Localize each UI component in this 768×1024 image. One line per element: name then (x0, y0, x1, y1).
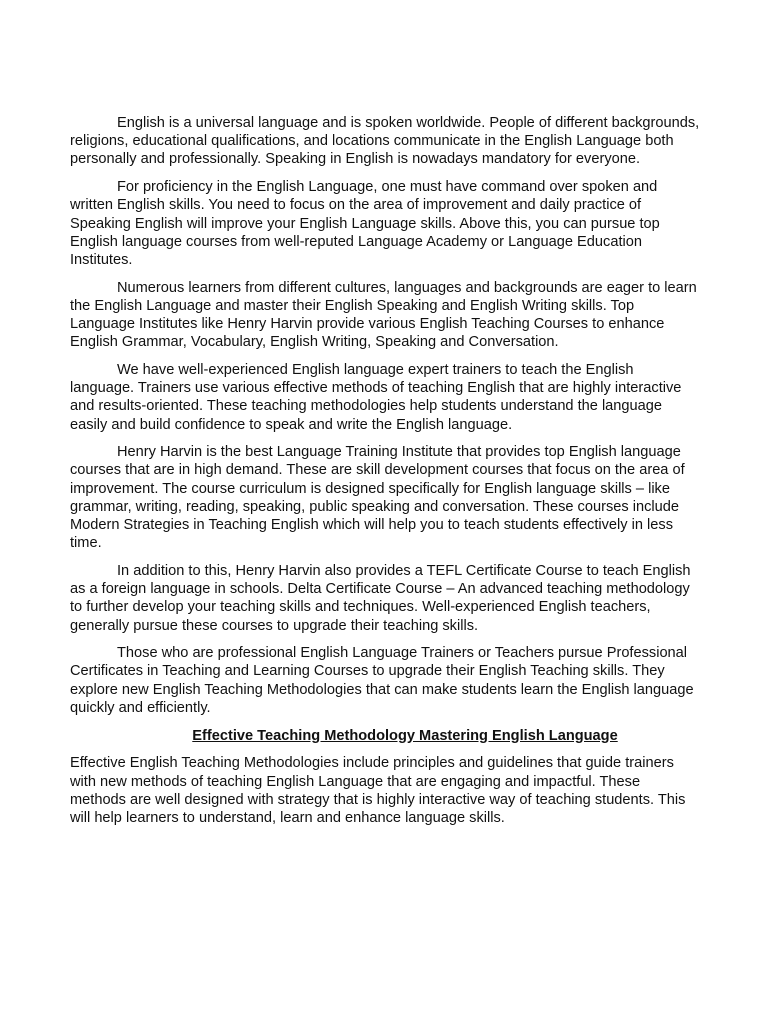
paragraph-6: In addition to this, Henry Harvin also provides a TEFL Certificate Course to teach English as a foreign language in schools. Delta Certificate Course – An advanced teaching methodology to further develop your teaching skills and techniques. Well-experienced English teachers, generally pursue these courses to upgrade their teaching skills. (70, 562, 691, 634)
closing-paragraph: Effective English Teaching Methodologies include principles and guidelines that guide trainers with new methods of teaching English Language that are engaging and impactful. These methods are well designed with strategy that is highly interactive way of teaching students. This will help learners to understand, learn and enhance language skills. (70, 755, 686, 826)
paragraph-7: Those who are professional English Language Trainers or Teachers pursue Professional Certificates in Teaching and Learning Courses to upgrade their English Teaching skills. They explore new English Teaching Methodologies that can make students learn the English language quickly and efficiently. (70, 645, 694, 716)
paragraph-1: English is a universal language and is spoken worldwide. People of different backgrounds, religions, educational qualifications, and locations communicate in the English Language both personally and professionally. Speaking in English is nowadays mandatory for everyone. (70, 115, 700, 168)
paragraph-5: Henry Harvin is the best Language Training Institute that provides top English language courses that are in high demand. These are skill development courses that focus on the area of improvement. The course curriculum is designed specifically for English language skills – like grammar, writing, reading, speaking, public speaking and conversation. These courses include Modern Strategies in Teaching English which will help you to teach students effectively in less time. (70, 444, 685, 552)
paragraph-3: Numerous learners from different cultures, languages and backgrounds are eager to learn the English Language and master their English Speaking and English Writing skills. Top Language Institutes like Henry Harvin provide various English Teaching Courses to enhance English Grammar, Vocabulary, English Writing, Speaking and Conversation. (70, 279, 697, 351)
paragraph-4: We have well-experienced English language expert trainers to teach the English language. Trainers use various effective methods of teaching English that are highly interactive and results-oriented. These teaching methodologies help students understand the language easily and build confidence to speak and write the English language. (70, 361, 682, 433)
document-page (70, 114, 700, 837)
section-heading: Effective Teaching Methodology Mastering English Language (192, 727, 618, 744)
paragraph-2: For proficiency in the English Language, one must have command over spoken and written English skills. You need to focus on the area of improvement and daily practice of Speaking English will improve your English Language skills. Above this, you can pursue top English language courses from well-reputed Language Academy or Language Education Institutes. (70, 179, 660, 268)
